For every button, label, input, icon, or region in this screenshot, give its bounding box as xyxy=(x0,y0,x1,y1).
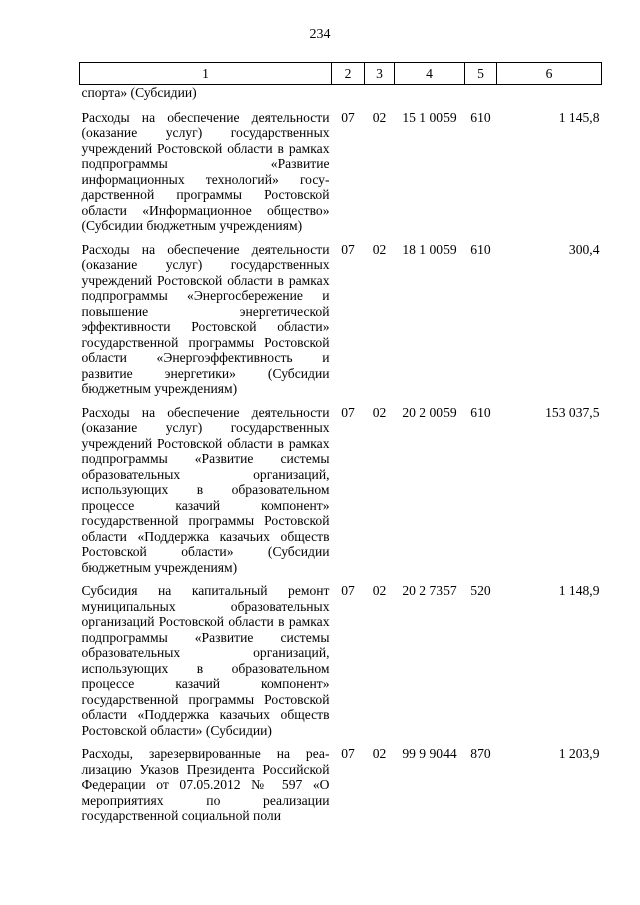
row-subsection: 02 xyxy=(372,583,387,598)
row-section: 07 xyxy=(341,746,355,761)
row-target-article: 18 1 0059 xyxy=(402,241,457,257)
header-col-6: 6 xyxy=(497,63,602,85)
continuation-row xyxy=(80,85,602,110)
continuation-text: спорта» (Субсидии) xyxy=(81,85,197,100)
row-section: 07 xyxy=(341,241,355,257)
header-col-2: 2 xyxy=(332,63,365,85)
row-description: Расходы на обеспечение деятельности (оказание услуг) государственных учреждений Ростовской области в рамках подпрограммы «Развитие системы образовательных организаций, использующих в образовательном процессе казачий компонент» государственной программы Ростовской области «Поддержка казачьих обществ Ростовской области» (Субсидии бюджетным учреждениям) xyxy=(81,404,330,575)
table-row xyxy=(80,405,602,584)
header-col-3: 3 xyxy=(365,63,395,85)
table-body xyxy=(80,85,602,832)
table-row xyxy=(80,746,602,832)
row-section: 07 xyxy=(341,583,355,598)
row-target-article: 15 1 0059 xyxy=(402,109,457,125)
row-expense-type: 870 xyxy=(470,746,491,761)
header-col-5: 5 xyxy=(465,63,497,85)
row-expense-type: 610 xyxy=(470,404,491,420)
table-row xyxy=(80,110,602,242)
row-description: Расходы на обеспечение деятельности (оказание услуг) государственных учреждений Ростовской области в рамках подпрограммы «Энергосбережение и повышение энергетической эффективности Ростовской области» государственной программы Ростовской области «Энергоэффективность и развитие энергетики» (Субсидии бюджетным учреждениям) xyxy=(81,241,330,396)
row-target-article: 20 2 0059 xyxy=(402,404,457,420)
row-target-article: 20 2 7357 xyxy=(402,583,457,598)
row-subsection: 02 xyxy=(372,241,387,257)
row-amount: 1 203,9 xyxy=(558,746,600,761)
row-amount: 1 148,9 xyxy=(558,583,600,598)
row-amount: 300,4 xyxy=(568,241,600,257)
table-header xyxy=(80,63,602,85)
row-section: 07 xyxy=(341,109,355,125)
row-target-article: 99 9 9044 xyxy=(402,746,457,761)
row-amount: 1 145,8 xyxy=(558,109,600,125)
header-col-1: 1 xyxy=(80,63,332,85)
row-expense-type: 610 xyxy=(470,109,491,125)
budget-table xyxy=(79,62,602,832)
row-expense-type: 610 xyxy=(470,241,491,257)
row-section: 07 xyxy=(341,404,355,420)
table-row xyxy=(80,242,602,405)
row-amount: 153 037,5 xyxy=(545,404,600,420)
table-row xyxy=(80,583,602,746)
header-col-4: 4 xyxy=(395,63,465,85)
row-description: Субсидия на капитальный ремонт муниципальных образовательных организаций Ростовской области в рамках подпрограммы «Развитие системы образовательных организаций, использующих в образовательном процессе казачий компонент» государственной программы Ростовской области «Поддержка казачьих обществ Ростовской области» (Субсидии) xyxy=(81,583,330,738)
row-subsection: 02 xyxy=(372,404,387,420)
row-expense-type: 520 xyxy=(470,583,491,598)
row-subsection: 02 xyxy=(372,109,387,125)
row-description: Расходы, зарезервированные на реализацию Указов Президента Российской Федерации от 07.05.2012 № 597 «О мероприятиях по реализации государственной социальной поли xyxy=(81,746,330,823)
row-subsection: 02 xyxy=(372,746,387,761)
row-description: Расходы на обеспечение деятельности (оказание услуг) государственных учреждений Ростовской области в рамках подпрограммы «Развитие информационных технологий» государственной программы Ростовской области «Информационное общество» (Субсидии бюджетным учреждениям) xyxy=(81,109,330,233)
page-number: 234 xyxy=(309,27,331,42)
header-row xyxy=(80,63,602,85)
